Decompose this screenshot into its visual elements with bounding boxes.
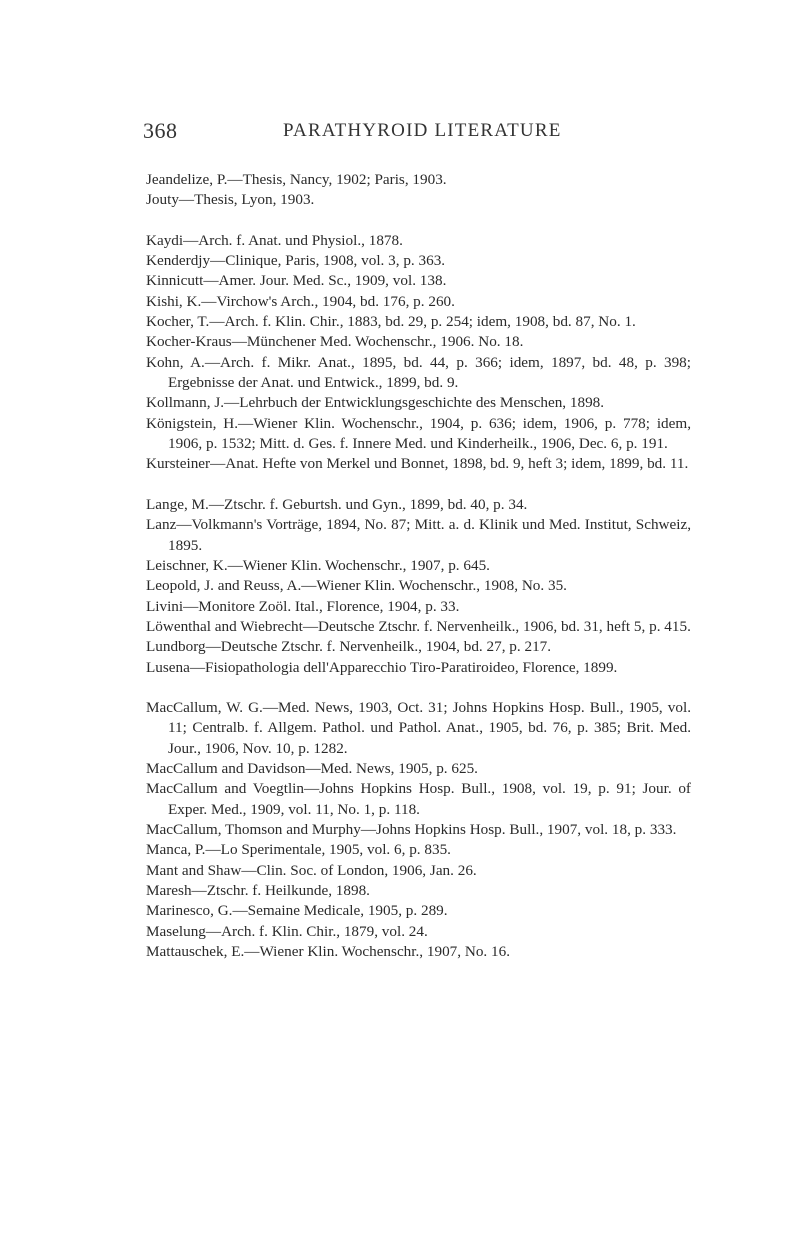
page-number: 368 <box>143 118 178 143</box>
bibliography-entry: Lusena—Fisiopathologia dell'Apparecchio Tiro-Paratiroideo, Florence, 1899. <box>146 658 618 676</box>
bibliography-group-j <box>146 170 691 211</box>
bibliography-entry: MacCallum, W. G.—Med. News, 1903, Oct. 31; Johns Hopkins Hosp. Bull., 1905, vol. 11; Centralb. f. Allgem. Pathol. und Pathol. Anat., 1905, bd. 76, p. 385; Brit. Med. Jour., 1906, Nov. 10, p. 1282. <box>146 698 691 757</box>
bibliography-entry: MacCallum, Thomson and Murphy—Johns Hopkins Hosp. Bull., 1907, vol. 18, p. 333. <box>146 820 677 838</box>
bibliography-entry: MacCallum and Voegtlin—Johns Hopkins Hosp. Bull., 1908, vol. 19, p. 91; Jour. of Exper. Med., 1909, vol. 11, No. 1, p. 118. <box>146 780 691 818</box>
bibliography-entry: Maresh—Ztschr. f. Heilkunde, 1898. <box>146 882 370 899</box>
bibliography-entry: Kollmann, J.—Lehrbuch der Entwicklungsgeschichte des Menschen, 1898. <box>146 394 605 412</box>
bibliography-entry: Lange, M.—Ztschr. f. Geburtsh. und Gyn., 1899, bd. 40, p. 34. <box>146 495 528 513</box>
bibliography-group-m <box>146 698 691 962</box>
bibliography-entry: Kinnicutt—Amer. Jour. Med. Sc., 1909, vol. 138. <box>146 272 447 290</box>
bibliography-entry: Maselung—Arch. f. Klin. Chir., 1879, vol. 24. <box>146 922 428 940</box>
bibliography-entry: Lundborg—Deutsche Ztschr. f. Nervenheilk., 1904, bd. 27, p. 217. <box>146 638 552 656</box>
bibliography-entry: Livini—Monitore Zoöl. Ital., Florence, 1904, p. 33. <box>146 597 460 615</box>
bibliography-entry: Jouty—Thesis, Lyon, 1903. <box>146 191 315 209</box>
bibliography-entry: Kursteiner—Anat. Hefte von Merkel und Bonnet, 1898, bd. 9, heft 3; idem, 1899, bd. 11. <box>146 455 689 473</box>
running-title: PARATHYROID LITERATURE <box>283 120 562 141</box>
bibliography-entry: Kaydi—Arch. f. Anat. und Physiol., 1878. <box>146 231 403 249</box>
bibliography-entry: Leopold, J. and Reuss, A.—Wiener Klin. Wochenschr., 1908, No. 35. <box>146 577 567 595</box>
bibliography-group-k <box>146 231 691 475</box>
bibliography-entry: Manca, P.—Lo Sperimentale, 1905, vol. 6, p. 835. <box>146 841 451 859</box>
bibliography-entry: Lanz—Volkmann's Vorträge, 1894, No. 87; Mitt. a. d. Klinik und Med. Institut, Schweiz, 1895. <box>146 516 691 554</box>
bibliography-entry: Marinesco, G.—Semaine Medicale, 1905, p. 289. <box>146 902 448 920</box>
bibliography-entry: Kishi, K.—Virchow's Arch., 1904, bd. 176, p. 260. <box>146 292 455 310</box>
bibliography-entry: Jeandelize, P.—Thesis, Nancy, 1902; Paris, 1903. <box>146 171 447 188</box>
bibliography-entry: Kocher-Kraus—Münchener Med. Wochenschr., 1906. No. 18. <box>146 333 524 351</box>
bibliography-entry: Mant and Shaw—Clin. Soc. of London, 1906, Jan. 26. <box>146 861 477 879</box>
bibliography-entry: Löwenthal and Wiebrecht—Deutsche Ztschr. f. Nervenheilk., 1906, bd. 31, heft 5, p. 415. <box>146 617 691 635</box>
bibliography-entry: Kohn, A.—Arch. f. Mikr. Anat., 1895, bd. 44, p. 366; idem, 1897, bd. 48, p. 398; Ergebnisse der Anat. und Entwick., 1899, bd. 9. <box>146 353 691 392</box>
page-header <box>0 118 800 146</box>
bibliography-entry: Kocher, T.—Arch. f. Klin. Chir., 1883, bd. 29, p. 254; idem, 1908, bd. 87, No. 1. <box>146 313 636 331</box>
bibliography-group-l <box>146 495 691 678</box>
bibliography-list <box>146 170 691 962</box>
bibliography-entry: Mattauschek, E.—Wiener Klin. Wochenschr., 1907, No. 16. <box>146 943 510 961</box>
bibliography-entry: Königstein, H.—Wiener Klin. Wochenschr., 1904, p. 636; idem, 1906, p. 778; idem, 1906, p. 1532; Mitt. d. Ges. f. Innere Med. und Kinderheilk., 1906, Dec. 6, p. 191. <box>146 414 691 453</box>
bibliography-entry: MacCallum and Davidson—Med. News, 1905, p. 625. <box>146 759 478 777</box>
bibliography-entry: Leischner, K.—Wiener Klin. Wochenschr., 1907, p. 645. <box>146 556 490 574</box>
bibliography-entry: Kenderdjy—Clinique, Paris, 1908, vol. 3, p. 363. <box>146 252 446 270</box>
